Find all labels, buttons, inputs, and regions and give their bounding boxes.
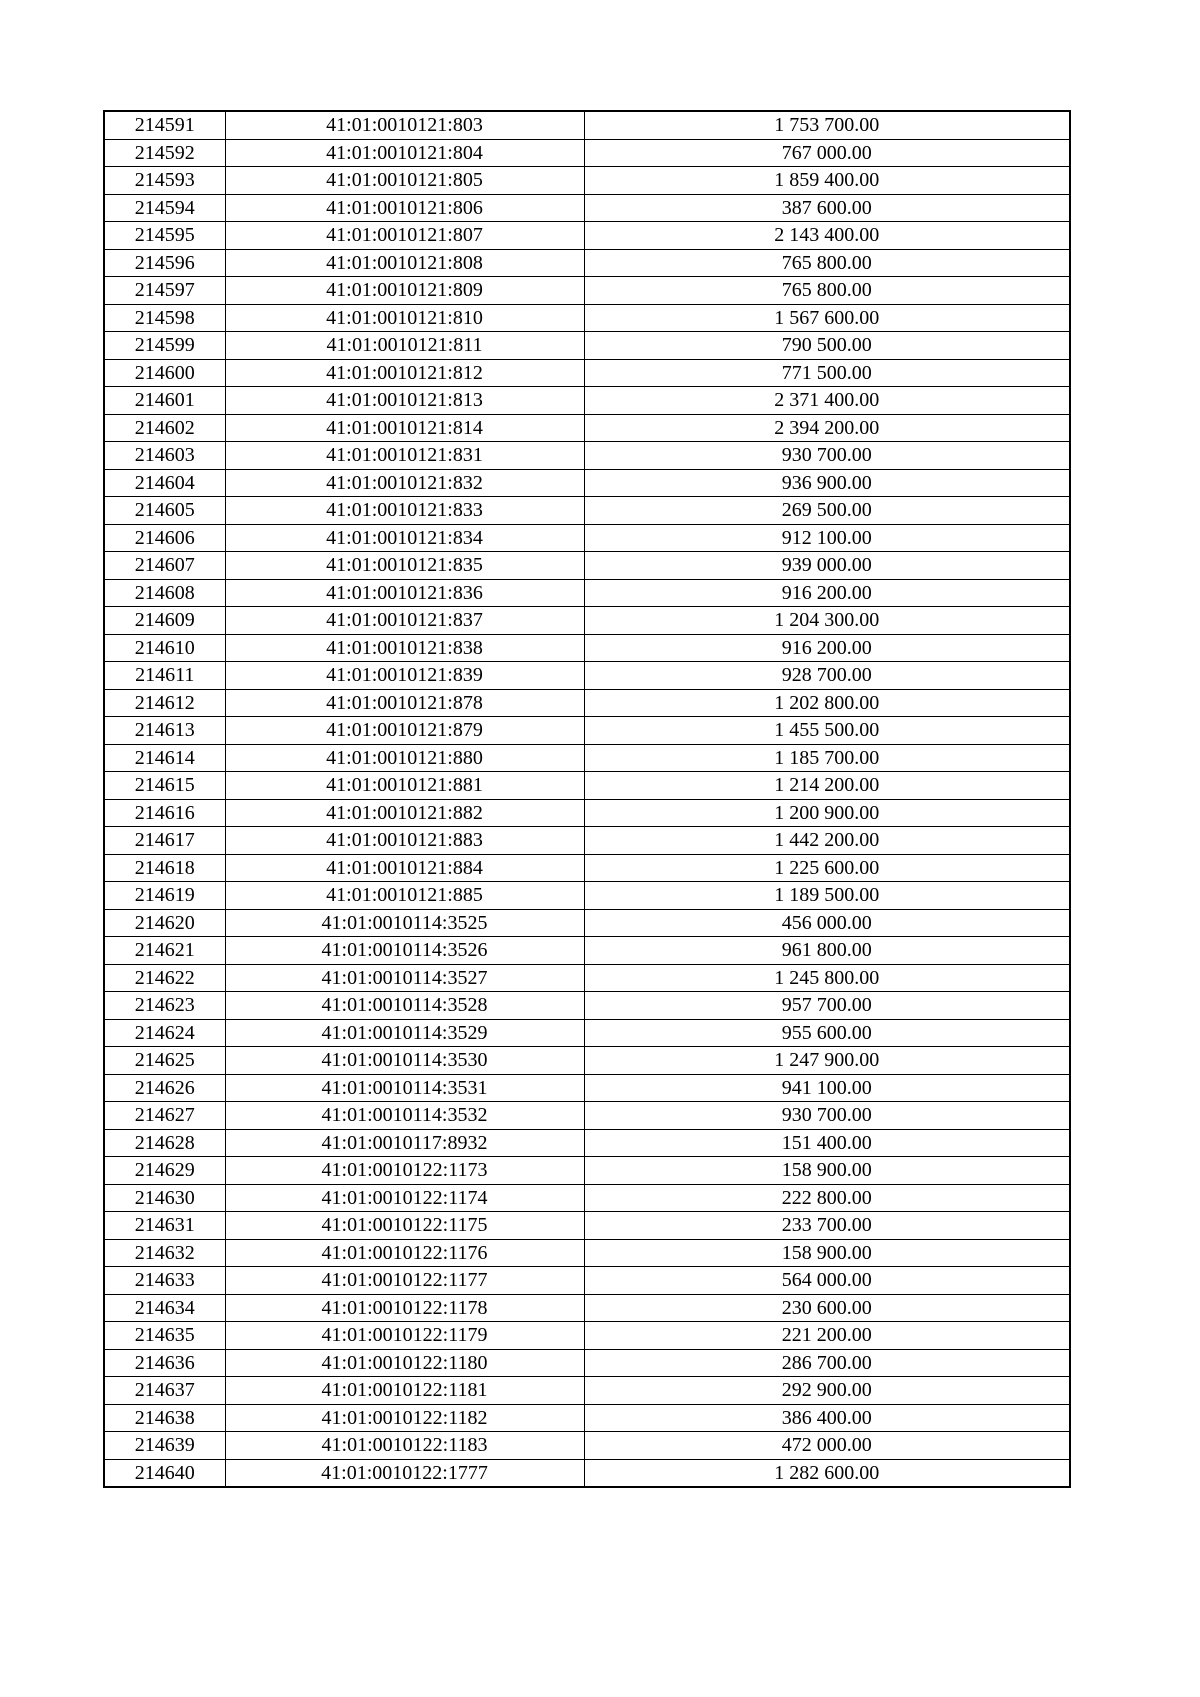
table-row: [104, 937, 1070, 965]
cadastral-value-cell: 936 900.00: [584, 469, 1070, 497]
table-row: [104, 799, 1070, 827]
row-number-cell: 214608: [104, 579, 225, 607]
row-number-cell: 214600: [104, 359, 225, 387]
table-row: [104, 524, 1070, 552]
cadastral-number-cell: 41:01:0010122:1179: [225, 1322, 584, 1350]
table-row: [104, 222, 1070, 250]
table-row: [104, 1239, 1070, 1267]
table-row: [104, 634, 1070, 662]
cadastral-value-cell: 472 000.00: [584, 1432, 1070, 1460]
table-row: [104, 111, 1070, 139]
table-row: [104, 249, 1070, 277]
cadastral-value-cell: 1 225 600.00: [584, 854, 1070, 882]
cadastral-number-cell: 41:01:0010121:880: [225, 744, 584, 772]
cadastral-value-cell: 916 200.00: [584, 634, 1070, 662]
cadastral-value-cell: 1 185 700.00: [584, 744, 1070, 772]
cadastral-value-cell: 930 700.00: [584, 442, 1070, 470]
cadastral-value-cell: 1 753 700.00: [584, 111, 1070, 139]
table-row: [104, 1404, 1070, 1432]
cadastral-value-cell: 1 214 200.00: [584, 772, 1070, 800]
table-row: [104, 1184, 1070, 1212]
row-number-cell: 214630: [104, 1184, 225, 1212]
cadastral-value-cell: 221 200.00: [584, 1322, 1070, 1350]
row-number-cell: 214603: [104, 442, 225, 470]
table-row: [104, 1074, 1070, 1102]
cadastral-value-cell: 941 100.00: [584, 1074, 1070, 1102]
cadastral-number-cell: 41:01:0010121:836: [225, 579, 584, 607]
table-row: [104, 1019, 1070, 1047]
row-number-cell: 214631: [104, 1212, 225, 1240]
cadastral-number-cell: 41:01:0010121:810: [225, 304, 584, 332]
cadastral-value-cell: 158 900.00: [584, 1239, 1070, 1267]
cadastral-value-cell: 767 000.00: [584, 139, 1070, 167]
row-number-cell: 214618: [104, 854, 225, 882]
cadastral-value-cell: 2 394 200.00: [584, 414, 1070, 442]
table-row: [104, 497, 1070, 525]
table-row: [104, 689, 1070, 717]
table-row: [104, 909, 1070, 937]
table-row: [104, 1459, 1070, 1487]
cadastral-number-cell: 41:01:0010121:833: [225, 497, 584, 525]
cadastral-number-cell: 41:01:0010114:3527: [225, 964, 584, 992]
row-number-cell: 214592: [104, 139, 225, 167]
table-row: [104, 1349, 1070, 1377]
cadastral-number-cell: 41:01:0010121:834: [225, 524, 584, 552]
cadastral-value-cell: 1 282 600.00: [584, 1459, 1070, 1487]
row-number-cell: 214614: [104, 744, 225, 772]
cadastral-value-cell: 387 600.00: [584, 194, 1070, 222]
table-row: [104, 414, 1070, 442]
cadastral-value-cell: 1 247 900.00: [584, 1047, 1070, 1075]
cadastral-number-cell: 41:01:0010122:1173: [225, 1157, 584, 1185]
cadastral-value-cell: 2 371 400.00: [584, 387, 1070, 415]
table-row: [104, 167, 1070, 195]
table-row: [104, 827, 1070, 855]
cadastral-value-table: [103, 110, 1071, 1488]
row-number-cell: 214625: [104, 1047, 225, 1075]
cadastral-number-cell: 41:01:0010114:3532: [225, 1102, 584, 1130]
cadastral-value-cell: 957 700.00: [584, 992, 1070, 1020]
cadastral-number-cell: 41:01:0010122:1174: [225, 1184, 584, 1212]
cadastral-number-cell: 41:01:0010114:3525: [225, 909, 584, 937]
cadastral-value-cell: 765 800.00: [584, 277, 1070, 305]
table-row: [104, 1157, 1070, 1185]
cadastral-value-cell: 564 000.00: [584, 1267, 1070, 1295]
cadastral-value-cell: 1 442 200.00: [584, 827, 1070, 855]
cadastral-number-cell: 41:01:0010121:882: [225, 799, 584, 827]
cadastral-number-cell: 41:01:0010121:885: [225, 882, 584, 910]
row-number-cell: 214621: [104, 937, 225, 965]
row-number-cell: 214617: [104, 827, 225, 855]
row-number-cell: 214629: [104, 1157, 225, 1185]
row-number-cell: 214632: [104, 1239, 225, 1267]
cadastral-number-cell: 41:01:0010122:1177: [225, 1267, 584, 1295]
cadastral-number-cell: 41:01:0010121:807: [225, 222, 584, 250]
row-number-cell: 214605: [104, 497, 225, 525]
cadastral-value-cell: 1 859 400.00: [584, 167, 1070, 195]
row-number-cell: 214626: [104, 1074, 225, 1102]
table-row: [104, 442, 1070, 470]
table-row: [104, 854, 1070, 882]
cadastral-number-cell: 41:01:0010122:1777: [225, 1459, 584, 1487]
row-number-cell: 214591: [104, 111, 225, 139]
row-number-cell: 214604: [104, 469, 225, 497]
cadastral-number-cell: 41:01:0010114:3526: [225, 937, 584, 965]
cadastral-value-cell: 912 100.00: [584, 524, 1070, 552]
row-number-cell: 214613: [104, 717, 225, 745]
cadastral-value-cell: 1 200 900.00: [584, 799, 1070, 827]
row-number-cell: 214623: [104, 992, 225, 1020]
cadastral-number-cell: 41:01:0010122:1178: [225, 1294, 584, 1322]
cadastral-number-cell: 41:01:0010121:838: [225, 634, 584, 662]
row-number-cell: 214636: [104, 1349, 225, 1377]
table-row: [104, 1294, 1070, 1322]
cadastral-number-cell: 41:01:0010114:3529: [225, 1019, 584, 1047]
cadastral-value-cell: 1 189 500.00: [584, 882, 1070, 910]
row-number-cell: 214597: [104, 277, 225, 305]
cadastral-number-cell: 41:01:0010122:1180: [225, 1349, 584, 1377]
cadastral-value-cell: 222 800.00: [584, 1184, 1070, 1212]
cadastral-number-cell: 41:01:0010122:1182: [225, 1404, 584, 1432]
cadastral-number-cell: 41:01:0010122:1183: [225, 1432, 584, 1460]
cadastral-number-cell: 41:01:0010121:808: [225, 249, 584, 277]
table-row: [104, 1047, 1070, 1075]
table-row: [104, 1212, 1070, 1240]
cadastral-value-cell: 1 202 800.00: [584, 689, 1070, 717]
cadastral-value-cell: 151 400.00: [584, 1129, 1070, 1157]
row-number-cell: 214622: [104, 964, 225, 992]
cadastral-number-cell: 41:01:0010114:3531: [225, 1074, 584, 1102]
cadastral-value-cell: 1 204 300.00: [584, 607, 1070, 635]
row-number-cell: 214610: [104, 634, 225, 662]
cadastral-number-cell: 41:01:0010114:3528: [225, 992, 584, 1020]
row-number-cell: 214640: [104, 1459, 225, 1487]
table-row: [104, 1129, 1070, 1157]
row-number-cell: 214607: [104, 552, 225, 580]
row-number-cell: 214612: [104, 689, 225, 717]
row-number-cell: 214634: [104, 1294, 225, 1322]
row-number-cell: 214638: [104, 1404, 225, 1432]
cadastral-number-cell: 41:01:0010121:813: [225, 387, 584, 415]
table-row: [104, 744, 1070, 772]
cadastral-value-cell: 1 455 500.00: [584, 717, 1070, 745]
row-number-cell: 214593: [104, 167, 225, 195]
cadastral-value-cell: 456 000.00: [584, 909, 1070, 937]
cadastral-value-cell: 771 500.00: [584, 359, 1070, 387]
cadastral-value-cell: 1 567 600.00: [584, 304, 1070, 332]
row-number-cell: 214628: [104, 1129, 225, 1157]
cadastral-number-cell: 41:01:0010121:878: [225, 689, 584, 717]
row-number-cell: 214615: [104, 772, 225, 800]
cadastral-number-cell: 41:01:0010114:3530: [225, 1047, 584, 1075]
cadastral-number-cell: 41:01:0010121:803: [225, 111, 584, 139]
table-row: [104, 992, 1070, 1020]
table-row: [104, 772, 1070, 800]
cadastral-value-cell: 269 500.00: [584, 497, 1070, 525]
cadastral-number-cell: 41:01:0010121:809: [225, 277, 584, 305]
table-row: [104, 579, 1070, 607]
row-number-cell: 214637: [104, 1377, 225, 1405]
row-number-cell: 214633: [104, 1267, 225, 1295]
table-row: [104, 359, 1070, 387]
cadastral-value-cell: 928 700.00: [584, 662, 1070, 690]
cadastral-number-cell: 41:01:0010122:1175: [225, 1212, 584, 1240]
row-number-cell: 214611: [104, 662, 225, 690]
cadastral-number-cell: 41:01:0010121:811: [225, 332, 584, 360]
cadastral-number-cell: 41:01:0010122:1181: [225, 1377, 584, 1405]
table-row: [104, 1102, 1070, 1130]
cadastral-value-cell: 158 900.00: [584, 1157, 1070, 1185]
row-number-cell: 214624: [104, 1019, 225, 1047]
cadastral-number-cell: 41:01:0010121:814: [225, 414, 584, 442]
cadastral-number-cell: 41:01:0010121:835: [225, 552, 584, 580]
cadastral-number-cell: 41:01:0010121:884: [225, 854, 584, 882]
table-row: [104, 964, 1070, 992]
cadastral-number-cell: 41:01:0010122:1176: [225, 1239, 584, 1267]
cadastral-value-cell: 286 700.00: [584, 1349, 1070, 1377]
row-number-cell: 214616: [104, 799, 225, 827]
cadastral-number-cell: 41:01:0010121:804: [225, 139, 584, 167]
table-row: [104, 469, 1070, 497]
cadastral-value-cell: 916 200.00: [584, 579, 1070, 607]
table-row: [104, 882, 1070, 910]
table-row: [104, 662, 1070, 690]
row-number-cell: 214595: [104, 222, 225, 250]
table-body: [104, 111, 1070, 1487]
table-row: [104, 717, 1070, 745]
cadastral-number-cell: 41:01:0010121:812: [225, 359, 584, 387]
cadastral-value-cell: 939 000.00: [584, 552, 1070, 580]
table-row: [104, 332, 1070, 360]
cadastral-number-cell: 41:01:0010121:883: [225, 827, 584, 855]
row-number-cell: 214639: [104, 1432, 225, 1460]
table-row: [104, 194, 1070, 222]
table-row: [104, 304, 1070, 332]
cadastral-value-cell: 961 800.00: [584, 937, 1070, 965]
cadastral-value-cell: 765 800.00: [584, 249, 1070, 277]
table-row: [104, 607, 1070, 635]
cadastral-value-cell: 790 500.00: [584, 332, 1070, 360]
table-row: [104, 1432, 1070, 1460]
table-row: [104, 1377, 1070, 1405]
row-number-cell: 214601: [104, 387, 225, 415]
row-number-cell: 214619: [104, 882, 225, 910]
cadastral-number-cell: 41:01:0010121:805: [225, 167, 584, 195]
row-number-cell: 214594: [104, 194, 225, 222]
cadastral-number-cell: 41:01:0010121:837: [225, 607, 584, 635]
table-row: [104, 139, 1070, 167]
row-number-cell: 214635: [104, 1322, 225, 1350]
row-number-cell: 214606: [104, 524, 225, 552]
cadastral-value-cell: 233 700.00: [584, 1212, 1070, 1240]
table-row: [104, 1322, 1070, 1350]
cadastral-number-cell: 41:01:0010121:831: [225, 442, 584, 470]
cadastral-number-cell: 41:01:0010117:8932: [225, 1129, 584, 1157]
table-row: [104, 552, 1070, 580]
row-number-cell: 214627: [104, 1102, 225, 1130]
cadastral-value-cell: 230 600.00: [584, 1294, 1070, 1322]
table-row: [104, 277, 1070, 305]
cadastral-value-cell: 386 400.00: [584, 1404, 1070, 1432]
cadastral-value-cell: 292 900.00: [584, 1377, 1070, 1405]
row-number-cell: 214602: [104, 414, 225, 442]
cadastral-number-cell: 41:01:0010121:881: [225, 772, 584, 800]
table-row: [104, 387, 1070, 415]
cadastral-value-cell: 2 143 400.00: [584, 222, 1070, 250]
cadastral-value-cell: 1 245 800.00: [584, 964, 1070, 992]
row-number-cell: 214596: [104, 249, 225, 277]
row-number-cell: 214598: [104, 304, 225, 332]
cadastral-number-cell: 41:01:0010121:806: [225, 194, 584, 222]
cadastral-value-cell: 955 600.00: [584, 1019, 1070, 1047]
cadastral-number-cell: 41:01:0010121:832: [225, 469, 584, 497]
row-number-cell: 214620: [104, 909, 225, 937]
cadastral-number-cell: 41:01:0010121:839: [225, 662, 584, 690]
row-number-cell: 214609: [104, 607, 225, 635]
cadastral-value-cell: 930 700.00: [584, 1102, 1070, 1130]
table-row: [104, 1267, 1070, 1295]
cadastral-number-cell: 41:01:0010121:879: [225, 717, 584, 745]
row-number-cell: 214599: [104, 332, 225, 360]
